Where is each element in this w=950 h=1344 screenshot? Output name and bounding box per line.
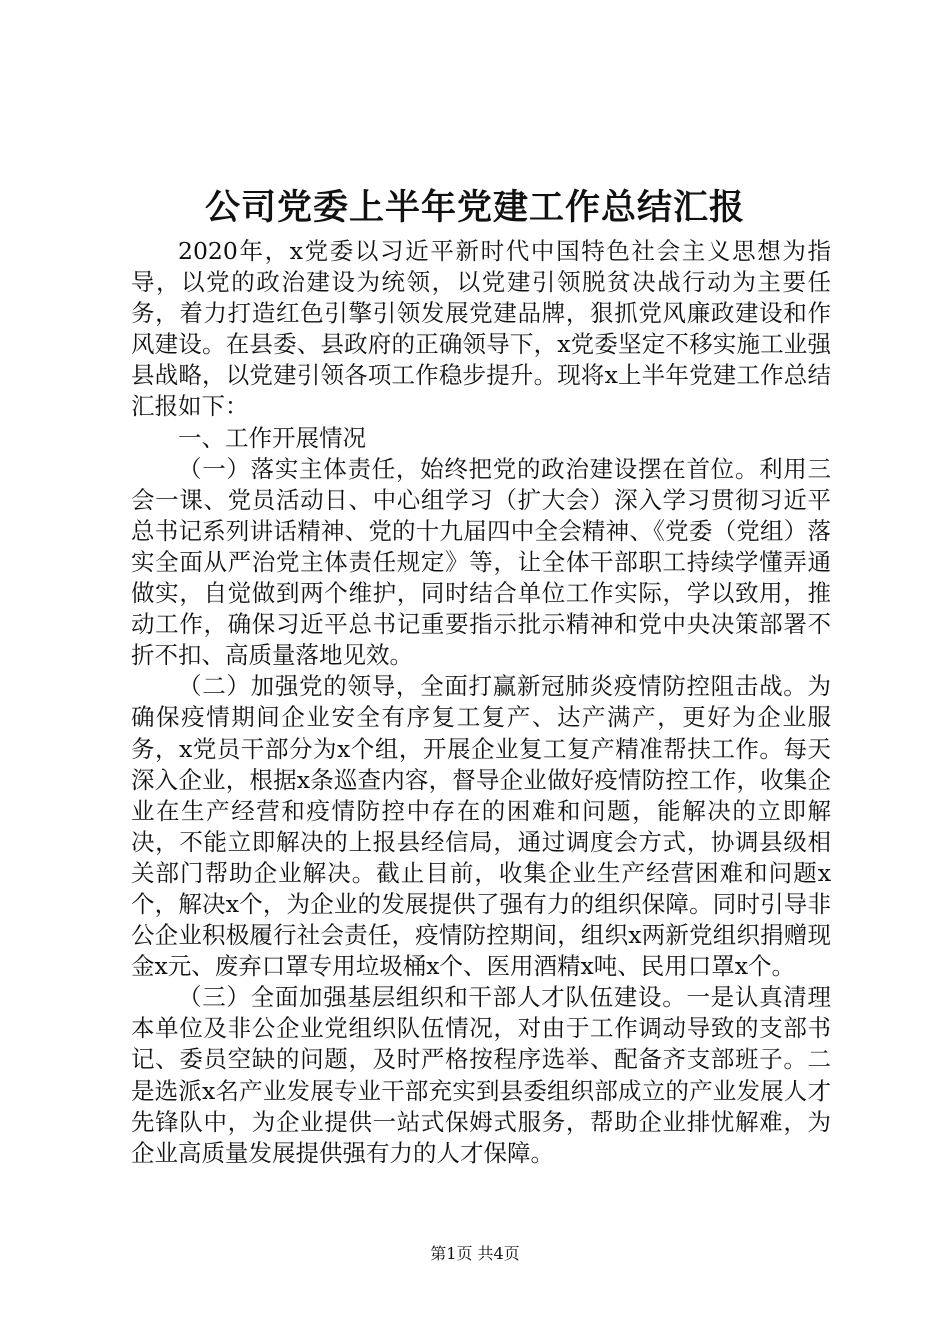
paragraph-intro: 2020年，x党委以习近平新时代中国特色社会主义思想为指导，以党的政治建设为统领，以党建引领脱贫决战行动为主要任务，着力打造红色引擎引领发展党建品牌，狠抓党风廉政建设和作风建设。在县委、县政府的正确领导下，x党委坚定不移实施工业强县战略，以党建引领各项工作稳步提升。现将x上半年党建工作总结汇报如下：	[131, 237, 831, 421]
document-title: 公司党委上半年党建工作总结汇报	[204, 187, 745, 228]
paragraph-item-1: （一）落实主体责任，始终把党的政治建设摆在首位。利用三会一课、党员活动日、中心组学习（扩大会）深入学习贯彻习近平总书记系列讲话精神、党的十九届四中全会精神、《党委（党组）落实全面从严治党主体责任规定》等，让全体干部职工持续学懂弄通做实，自觉做到两个维护，同时结合单位工作实际，学以致用，推动工作，确保习近平总书记重要指示批示精神和党中央决策部署不折不扣、高质量落地见效。	[131, 454, 831, 670]
page-number-footer: 第1页 共4页	[430, 1244, 520, 1263]
section-heading: 一、工作开展情况	[178, 423, 366, 452]
paragraph-item-3: （三）全面加强基层组织和干部人才队伍建设。一是认真清理本单位及非公企业党组织队伍情况，对由于工作调动导致的支部书记、委员空缺的问题，及时严格按程序选举、配备齐支部班子。二是选派x名产业发展专业干部充实到县委组织部成立的产业发展人才先锋队中，为企业提供一站式保姆式服务，帮助企业排忧解难，为企业高质量发展提供强有力的人才保障。	[131, 983, 831, 1167]
document-body	[131, 236, 831, 1169]
paragraph-item-2: （二）加强党的领导，全面打赢新冠肺炎疫情防控阻击战。为确保疫情期间企业安全有序复工复产、达产满产，更好为企业服务，x党员干部分为x个组，开展企业复工复产精准帮扶工作。每天深入企业，根据x条巡查内容，督导企业做好疫情防控工作，收集企业在生产经营和疫情防控中存在的困难和问题，能解决的立即解决，不能立即解决的上报县经信局，通过调度会方式，协调县级相关部门帮助企业解决。截止目前，收集企业生产经营困难和问题x个，解决x个，为企业的发展提供了强有力的组织保障。同时引导非公企业积极履行社会责任，疫情防控期间，组织x两新党组织捐赠现金x元、废弃口罩专用垃圾桶x个、医用酒精x吨、民用口罩x个。	[131, 672, 831, 981]
